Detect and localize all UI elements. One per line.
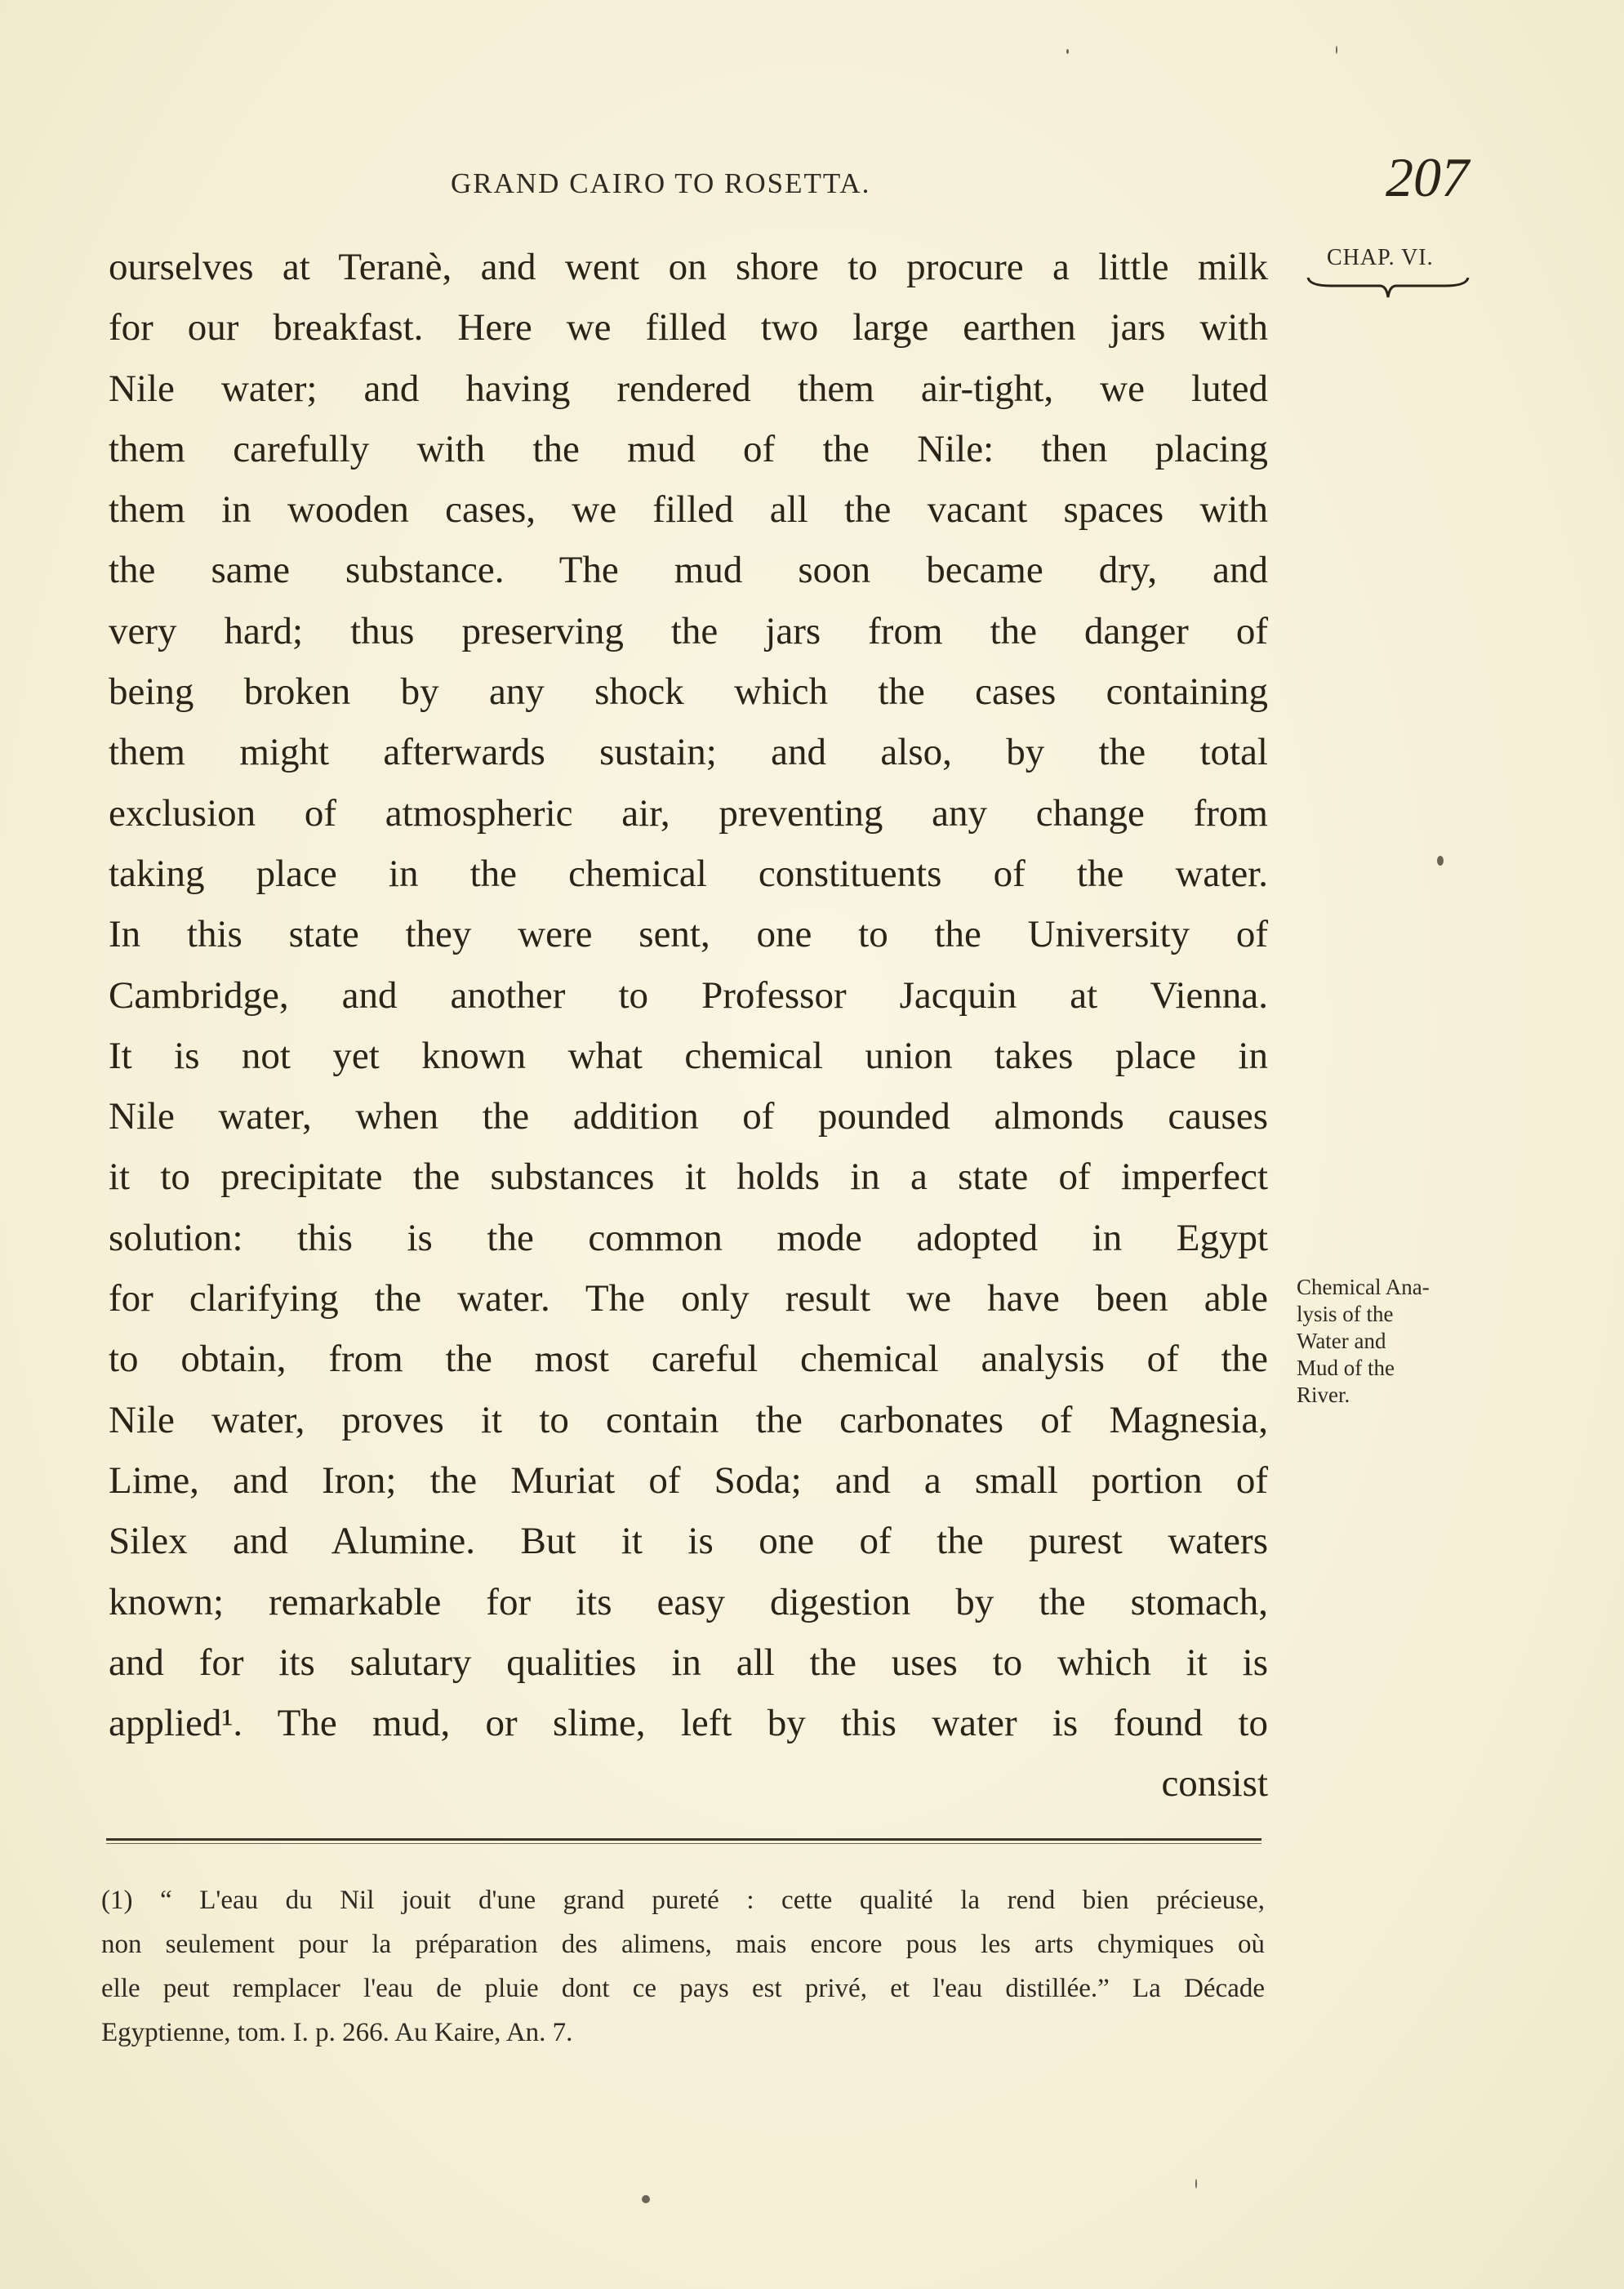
body-line: Lime, and Iron; the Muriat of Soda; and a small portion of: [109, 1458, 1268, 1502]
body-line: them in wooden cases, we filled all the vacant spaces with: [109, 488, 1268, 532]
margin-note-line: Water and: [1297, 1329, 1386, 1353]
footnote: [101, 1878, 1265, 2055]
body-line: for our breakfast. Here we filled two large earthen jars with: [109, 306, 1268, 350]
footnote-line: non seulement pour la préparation des alimens, mais encore pous les arts chymiques où: [101, 1930, 1265, 1959]
body-line: applied¹. The mud, or slime, left by this water is found to: [109, 1702, 1268, 1745]
page-number: 207: [1386, 146, 1469, 208]
chapter-brace-icon: [1306, 276, 1470, 301]
margin-note-line: River.: [1297, 1383, 1350, 1407]
margin-note-line: lysis of the: [1297, 1302, 1394, 1326]
body-line: Nile water, proves it to contain the carbonates of Magnesia,: [109, 1398, 1268, 1441]
body-line: Cambridge, and another to Professor Jacquin at Vienna.: [109, 973, 1268, 1017]
body-line: being broken by any shock which the cases containing: [109, 670, 1268, 714]
body-line: solution: this is the common mode adopted in Egypt: [109, 1216, 1268, 1259]
body-line: and for its salutary qualities in all the uses to which it is: [109, 1641, 1268, 1684]
footnote-rule-thin: [106, 1843, 1261, 1844]
body-line: ourselves at Teranè, and went on shore to procure a little milk: [109, 246, 1268, 288]
footnote-line: (1) “ L'eau du Nil jouit d'une grand pureté : cette qualité la rend bien précieuse,: [101, 1886, 1265, 1915]
body-line: them carefully with the mud of the Nile: then placing: [109, 427, 1268, 470]
footnote-rule: [106, 1838, 1261, 1841]
footnote-line: elle peut remplacer l'eau de pluie dont ce pays est privé, et l'eau distillée.” La Décade: [101, 1974, 1265, 2003]
body-line: exclusion of atmospheric air, preventing any change from: [109, 791, 1268, 835]
body-line: Silex and Alumine. But it is one of the purest waters: [109, 1520, 1268, 1563]
body-text: [109, 237, 1268, 1815]
body-line: taking place in the chemical constituents of the water.: [109, 852, 1268, 895]
margin-note: [1297, 1274, 1484, 1409]
catchword: consist: [1161, 1762, 1268, 1806]
body-line: for clarifying the water. The only result we have been able: [109, 1277, 1268, 1320]
body-line: Nile water, when the addition of pounded almonds causes: [109, 1095, 1268, 1138]
margin-note-line: Mud of the: [1297, 1356, 1395, 1380]
chapter-label: CHAP. VI.: [1327, 245, 1434, 270]
body-line: Nile water; and having rendered them air-tight, we luted: [109, 367, 1268, 410]
margin-note-line: Chemical Ana-: [1297, 1275, 1430, 1299]
body-line: them might afterwards sustain; and also, by the total: [109, 731, 1268, 774]
body-line: In this state they were sent, one to the University of: [109, 913, 1268, 956]
running-title: GRAND CAIRO TO ROSETTA.: [451, 167, 871, 199]
body-line: to obtain, from the most careful chemical analysis of the: [109, 1338, 1268, 1381]
body-line: the same substance. The mud soon became dry, and: [109, 549, 1268, 592]
footnote-line: Egyptienne, tom. I. p. 266. Au Kaire, An. 7.: [101, 2018, 573, 2047]
body-line: known; remarkable for its easy digestion by the stomach,: [109, 1580, 1268, 1623]
body-line: very hard; thus preserving the jars from the danger of: [109, 609, 1268, 652]
body-line: it to precipitate the substances it holds in a state of imperfect: [109, 1156, 1268, 1199]
body-line: It is not yet known what chemical union takes place in: [109, 1034, 1268, 1077]
